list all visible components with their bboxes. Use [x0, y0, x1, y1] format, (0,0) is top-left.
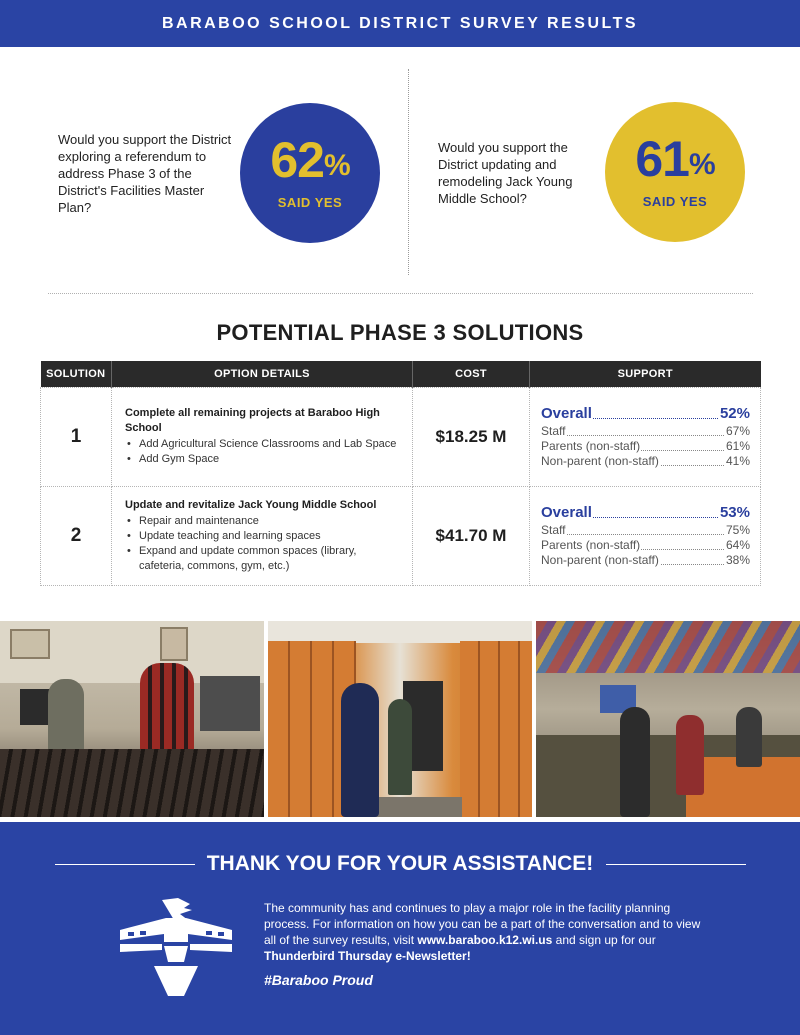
option-details	[112, 486, 413, 585]
question-2-text: Would you support the District updating and remodeling Jack Young Middle School?	[438, 140, 573, 206]
question-2-result-circle	[605, 102, 745, 242]
support-overall: Overall 52%	[541, 405, 750, 422]
option-cost: $18.25 M	[413, 387, 530, 486]
heading-rule-right	[606, 864, 746, 865]
thank-you-body: The community has and continues to play a major role in the facility planning process. For information on how you can be a part of the conversation and to view all of the survey results, visit www.baraboo.k12.wi.us and sign up for our Thunderbird Thursday e-Newsletter!	[264, 901, 701, 963]
support-non-parent: Non-parent (non-staff) 38%	[541, 553, 750, 567]
website-link[interactable]: www.baraboo.k12.wi.us	[417, 933, 553, 947]
support-breakdown	[530, 387, 761, 486]
list-item: • Add Agricultural Science Classrooms and Lab Space	[125, 437, 404, 452]
photo-locker-hallway	[268, 621, 532, 817]
table-header-row	[41, 361, 761, 387]
list-item: • Repair and maintenance	[125, 514, 404, 529]
page-header-bar	[0, 0, 800, 47]
solution-number: 1	[41, 387, 112, 486]
list-item: • Expand and update common spaces (library, cafeteria, commons, gym, etc.)	[125, 544, 404, 574]
question-1-percent: 62%	[270, 132, 350, 188]
question-2-caption: SAID YES	[642, 194, 708, 209]
question-2-percent: 61%	[635, 131, 715, 187]
support-non-parent: Non-parent (non-staff) 41%	[541, 454, 750, 468]
support-parents: Parents (non-staff) 64%	[541, 538, 750, 552]
photo-strip	[0, 621, 800, 817]
newsletter-name: Thunderbird Thursday e-Newsletter!	[264, 949, 471, 963]
option-cost: $41.70 M	[413, 486, 530, 585]
question-1-text: Would you support the District exploring a referendum to address Phase 3 of the District's Facilities Master Plan?	[58, 132, 232, 215]
photo-commons-area	[536, 621, 800, 817]
table-row	[41, 486, 761, 585]
question-1-result-circle	[240, 103, 380, 243]
support-breakdown	[530, 486, 761, 585]
solutions-table	[40, 361, 761, 586]
page-title: BARABOO SCHOOL DISTRICT SURVEY RESULTS	[161, 15, 639, 32]
option-title: Update and revitalize Jack Young Middle School	[125, 498, 377, 511]
column-header-solution: SOLUTION	[41, 361, 112, 387]
hashtag: #Baraboo Proud	[264, 972, 373, 988]
survey-questions	[0, 47, 800, 287]
option-bullet-list	[125, 437, 404, 467]
horizontal-divider	[48, 293, 753, 294]
support-parents: Parents (non-staff) 61%	[541, 439, 750, 453]
thunderbird-logo-icon	[118, 896, 234, 998]
solutions-title: POTENTIAL PHASE 3 SOLUTIONS	[216, 320, 584, 345]
vertical-divider	[408, 69, 409, 275]
support-staff: Staff 75%	[541, 523, 750, 537]
support-staff: Staff 67%	[541, 424, 750, 438]
column-header-option-details: OPTION DETAILS	[112, 361, 413, 387]
column-header-support: SUPPORT	[530, 361, 761, 387]
thank-you-heading: THANK YOU FOR YOUR ASSISTANCE!	[206, 852, 594, 875]
question-1-caption: SAID YES	[277, 195, 343, 210]
table-row	[41, 387, 761, 486]
option-details	[112, 387, 413, 486]
solution-number: 2	[41, 486, 112, 585]
list-item: • Update teaching and learning spaces	[125, 529, 404, 544]
photo-band-room	[0, 621, 264, 817]
option-bullet-list	[125, 514, 404, 574]
list-item: • Add Gym Space	[125, 452, 404, 467]
support-overall: Overall 53%	[541, 504, 750, 521]
option-title: Complete all remaining projects at Baraboo High School	[125, 407, 380, 434]
thank-you-section	[0, 822, 800, 1035]
column-header-cost: COST	[413, 361, 530, 387]
